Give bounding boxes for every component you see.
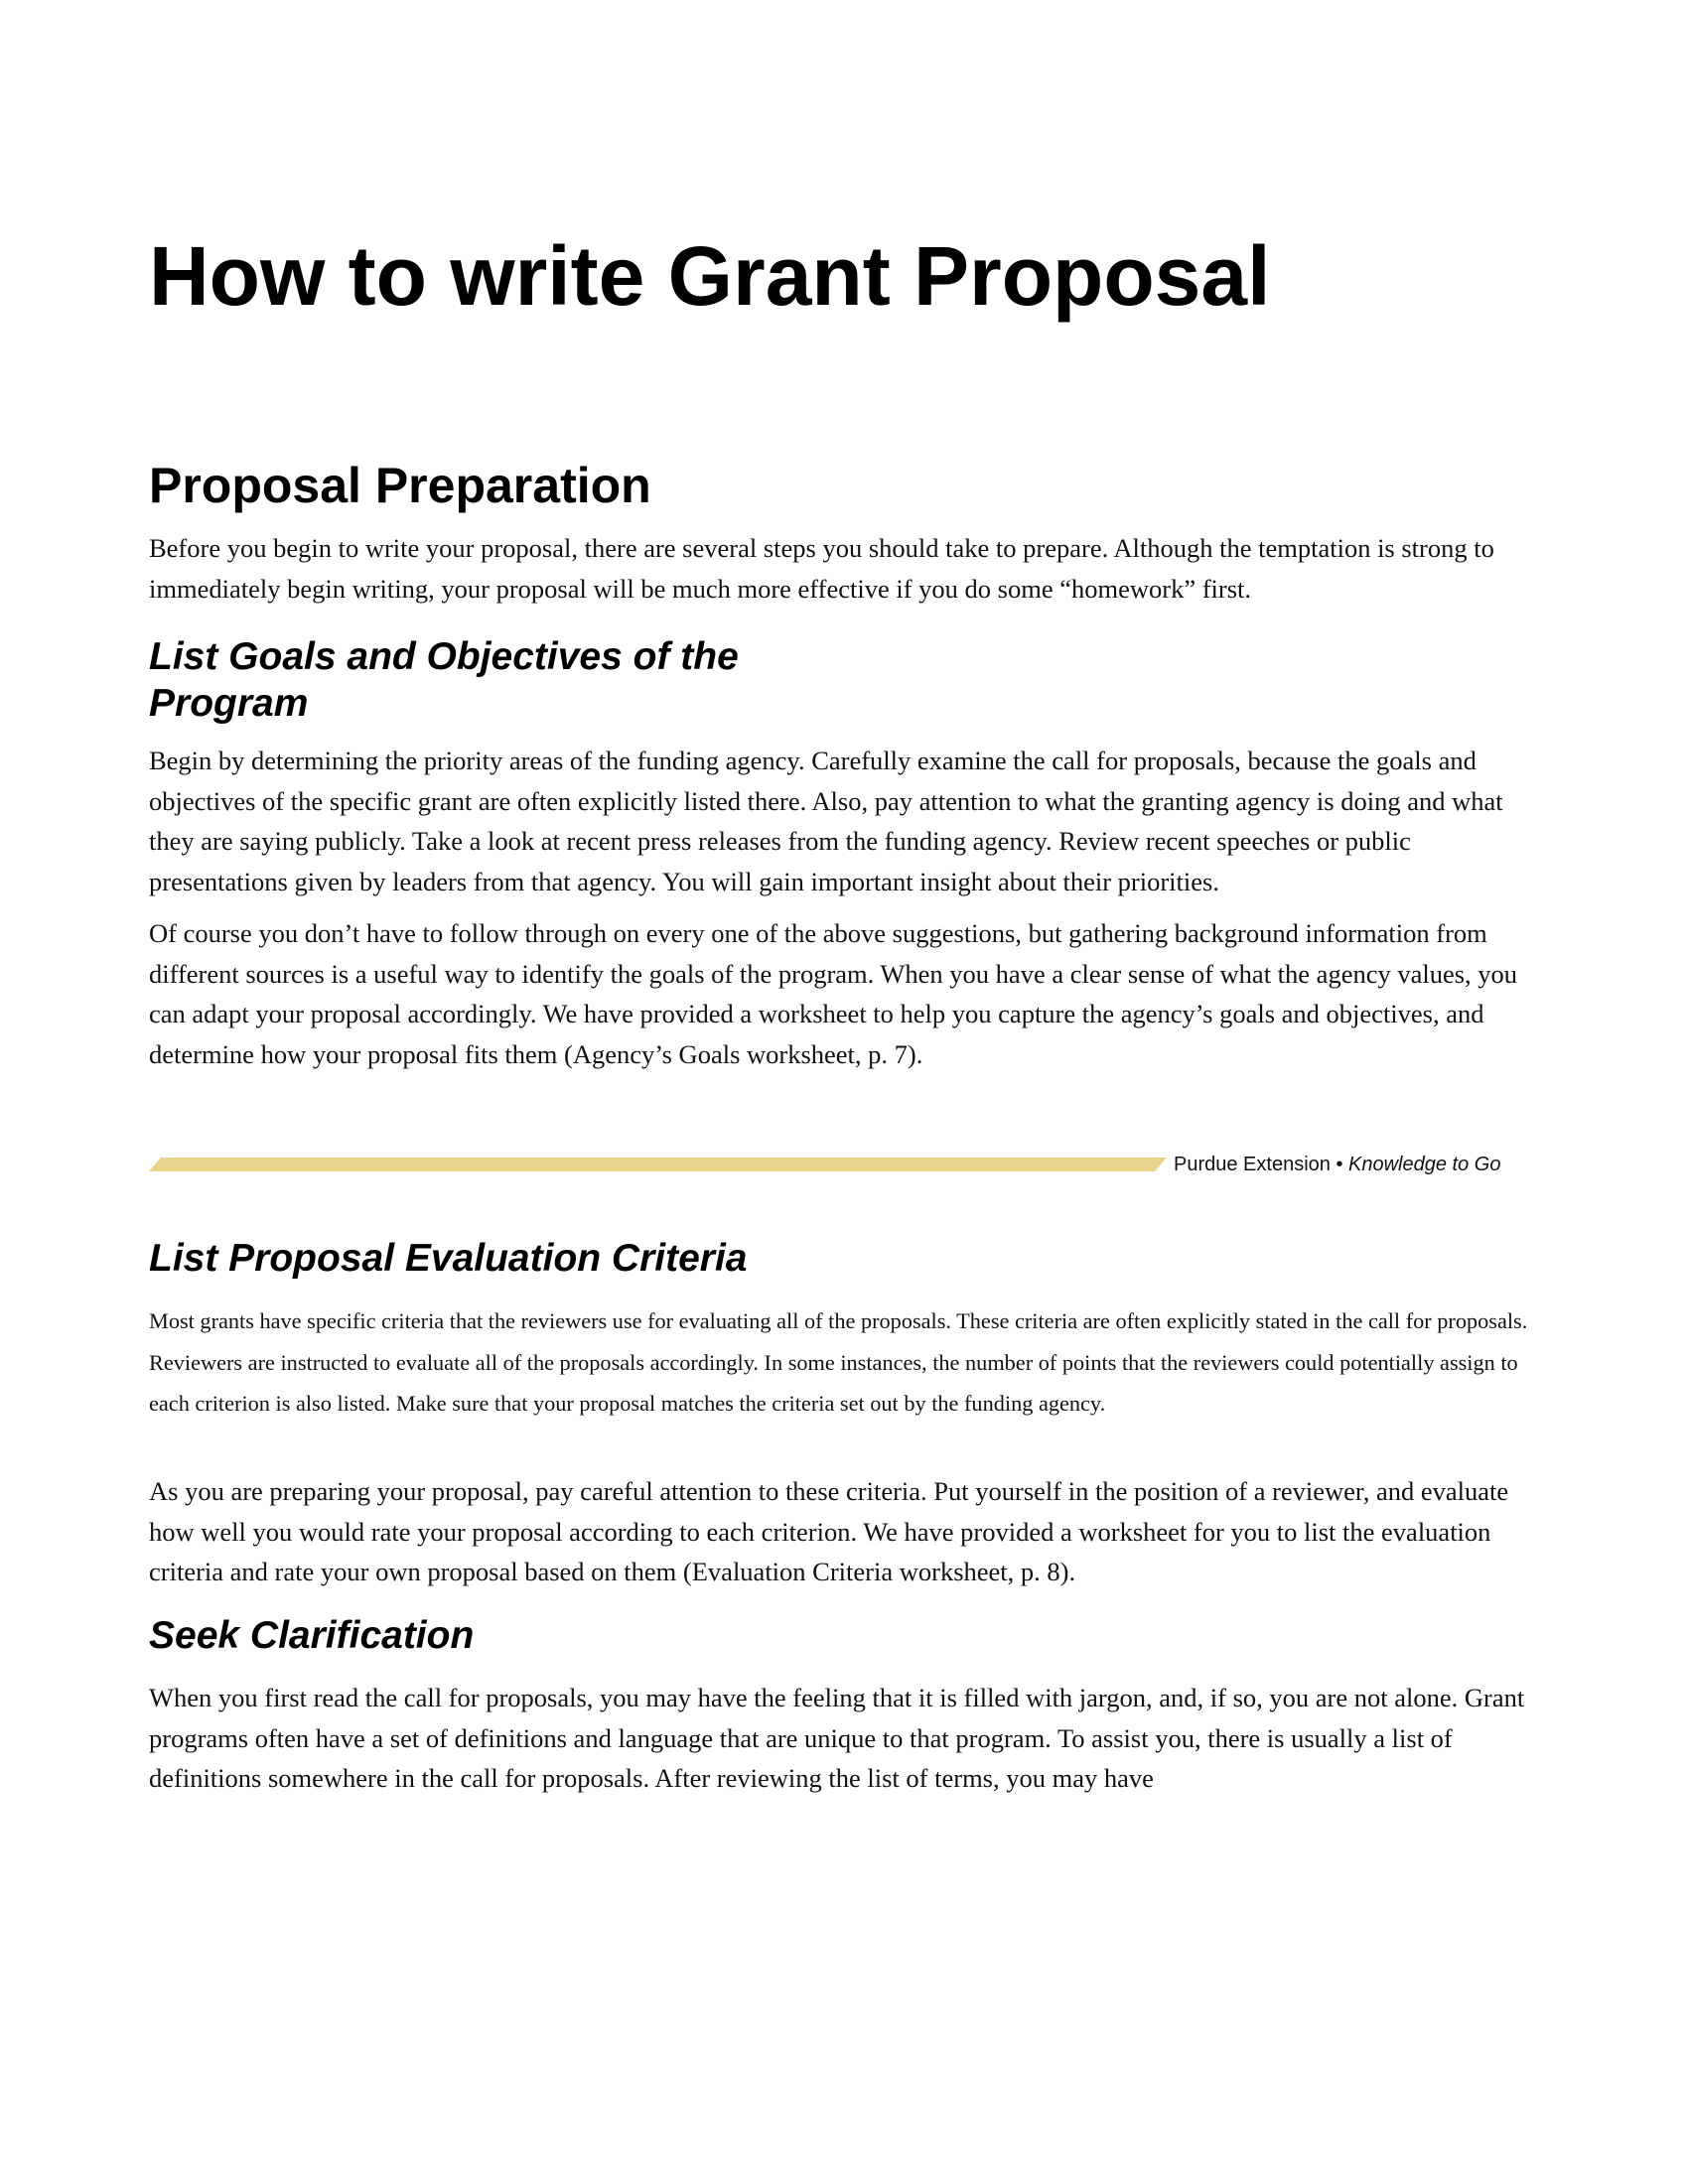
- subheading-list-goals-line2: Program: [149, 682, 309, 725]
- footer-accent-bar-shape: [149, 1158, 1167, 1171]
- criteria-paragraph-1: Most grants have specific criteria that the reviewers use for evaluating all of the proposals. These criteria are often explicitly stated in the call for proposals. Reviewers are instructed to evaluate all of the proposals accordingly. In some instances, the number of points that the reviewers could potentially assign to each criterion is also listed. Make sure that your proposal matches the criteria set out by the funding agency.: [149, 1308, 1528, 1416]
- subheading-evaluation-criteria: List Proposal Evaluation Criteria: [149, 1237, 748, 1280]
- footer-separator: •: [1330, 1154, 1349, 1175]
- goals-paragraph-2: Of course you don’t have to follow through on every one of the above suggestions, but gathering background information from different sources is a useful way to identify the goals of the program. When you have a clear sense of what the agency values, you can adapt your proposal accordingly. We have provided a worksheet to help you capture the agency’s goals and objectives, and determine how your proposal fits them (Agency’s Goals worksheet, p. 7).: [149, 918, 1518, 1069]
- goals-paragraph-1: Begin by determining the priority areas of the funding agency. Carefully examine the call for proposals, because the goals and objectives of the specific grant are often explicitly listed there. Also, pay attention to what the granting agency is doing and what they are saying publicly. Take a look at recent press releases from the funding agency. Review recent speeches or public presentations given by leaders from that agency. You will gain important insight about their priorities.: [149, 746, 1503, 896]
- section-heading-proposal-preparation: Proposal Preparation: [149, 458, 651, 513]
- footer-org: Purdue Extension: [1174, 1154, 1331, 1175]
- footer-accent-bar: [149, 1158, 1167, 1171]
- clarification-paragraph-1: When you first read the call for proposals, you may have the feeling that it is filled with jargon, and, if so, you are not alone. Grant programs often have a set of definitions and language that are unique to that program. To assist you, there is usually a list of definitions somewhere in the call for proposals. After reviewing the list of terms, you may have: [149, 1683, 1525, 1793]
- footer-tagline: Knowledge to Go: [1348, 1154, 1501, 1175]
- subheading-list-goals: [149, 633, 739, 727]
- document-title: How to write Grant Proposal: [149, 229, 1271, 323]
- criteria-paragraph-2: As you are preparing your proposal, pay careful attention to these criteria. Put yourself in the position of a reviewer, and evaluate how well you would rate your proposal according to each criterion. We have provided a worksheet for you to list the evaluation criteria and rate your own proposal based on them (Evaluation Criteria worksheet, p. 8).: [149, 1476, 1509, 1586]
- subheading-seek-clarification: Seek Clarification: [149, 1614, 475, 1657]
- subheading-list-goals-line1: List Goals and Objectives of the: [149, 635, 739, 678]
- page-footer: [1174, 1153, 1500, 1176]
- intro-paragraph: Before you begin to write your proposal, there are several steps you should take to prepare. Although the temptation is strong to immediately begin writing, your proposal will be much more effective if you do some “homework” first.: [149, 533, 1494, 604]
